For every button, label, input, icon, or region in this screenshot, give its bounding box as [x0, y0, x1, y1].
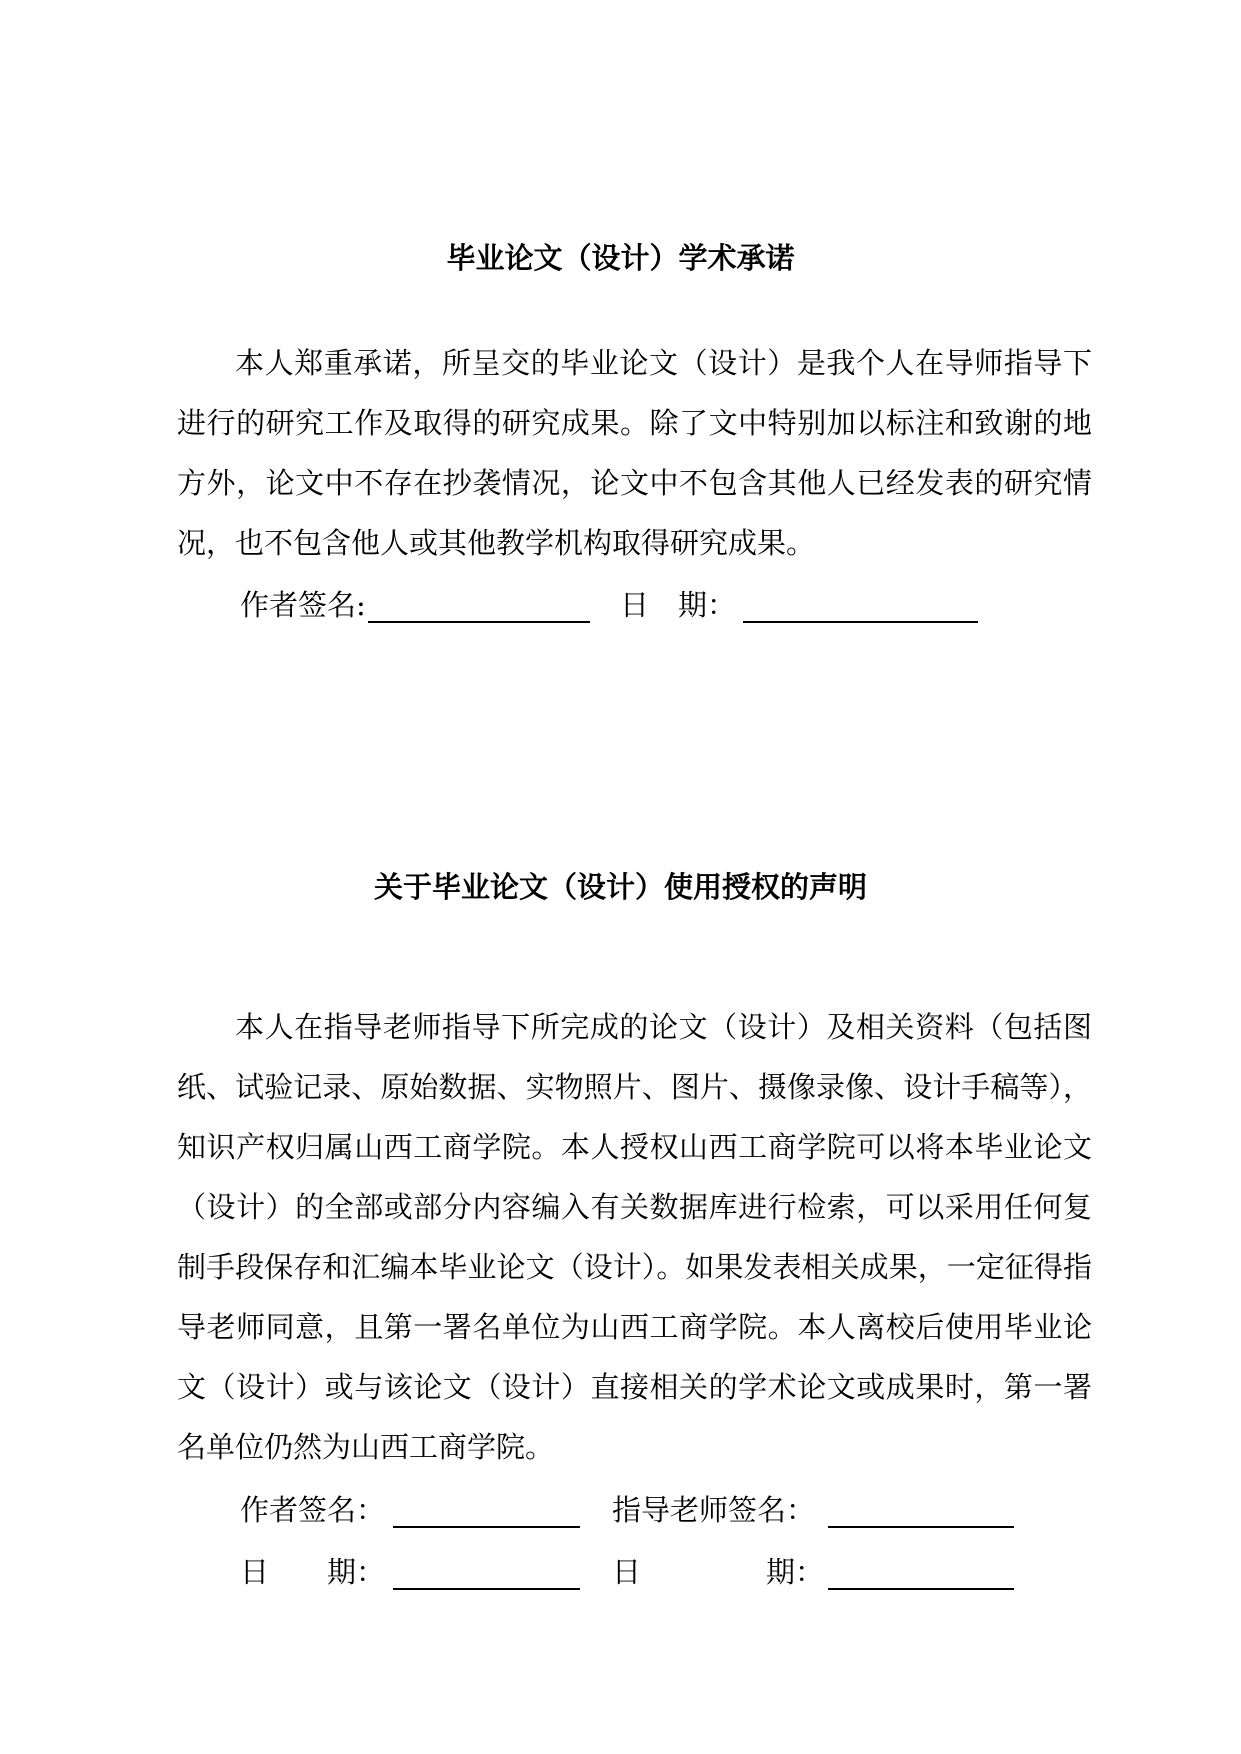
authorization-author-label: 作者签名： [240, 1493, 386, 1527]
promise-date-line[interactable] [743, 621, 978, 623]
authorization-paragraph: 本人在指导老师指导下所完成的论文（设计）及相关资料（包括图纸、试验记录、原始数据、实物照片、图片、摄像录像、设计手稿等），知识产权归属山西工商学院。本人授权山西工商学院可以将本毕业论文（设计）的全部或部分内容编入有关数据库进行检索，可以采用任何复制手段保存和汇编本毕业论文（设计）。如果发表相关成果，一定征得指导老师同意，且第一署名单位为山西工商学院。本人离校后使用毕业论文（设计）或与该论文（设计）直接相关的学术论文或成果时，第一署名单位仍然为山西工商学院。 [177, 1010, 1092, 1464]
promise-date-label: 日 期： [620, 588, 737, 622]
authorization-title: 关于毕业论文（设计）使用授权的声明 [373, 870, 867, 904]
promise-paragraph: 本人郑重承诺，所呈交的毕业论文（设计）是我个人在导师指导下进行的研究工作及取得的研究成果。除了文中特别加以标注和致谢的地方外，论文中不存在抄袭情况，论文中不包含其他人已经发表的研究情况，也不包含他人或其他教学机构取得研究成果。 [177, 346, 1092, 560]
authorization-date-label-2-char2: 期： [766, 1555, 825, 1589]
authorization-date-label-1: 日 期： [240, 1555, 386, 1589]
authorization-author-date-line[interactable] [393, 1588, 580, 1590]
authorization-advisor-label: 指导老师签名： [612, 1493, 816, 1527]
authorization-advisor-date-line[interactable] [828, 1588, 1014, 1590]
authorization-advisor-signature-line[interactable] [828, 1526, 1014, 1528]
promise-author-label: 作者签名: [240, 588, 366, 622]
promise-author-signature-line[interactable] [368, 621, 590, 623]
promise-title: 毕业论文（设计）学术承诺 [446, 241, 795, 275]
authorization-date-label-2-char1: 日 [612, 1555, 642, 1589]
authorization-author-signature-line[interactable] [393, 1526, 580, 1528]
